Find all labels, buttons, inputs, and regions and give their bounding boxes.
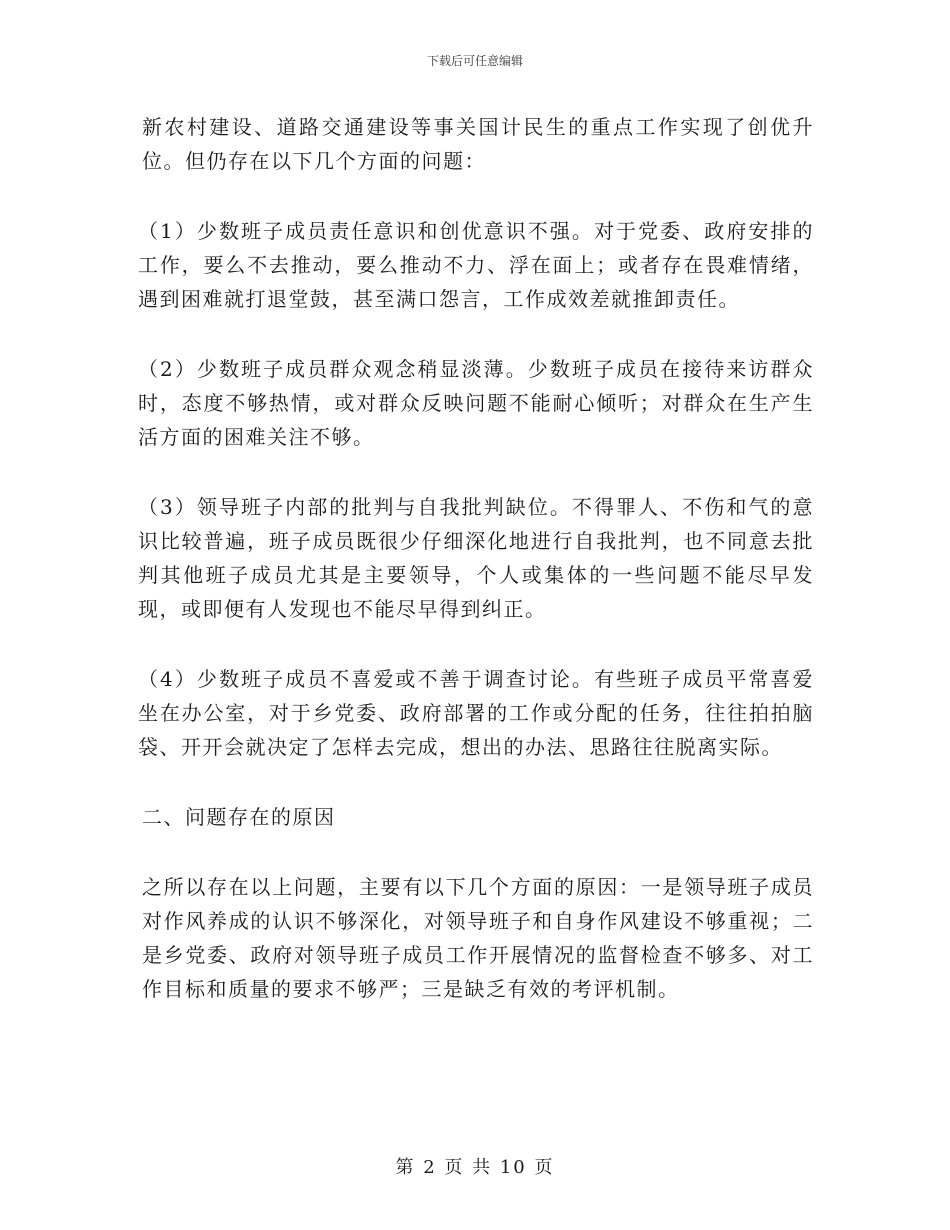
document-body <box>138 110 814 1042</box>
paragraph-intro-continuation: 新农村建设、道路交通建设等事关国计民生的重点工作实现了创优升位。但仍存在以下几个方面的问题： <box>142 115 814 173</box>
section-heading-causes: 二、问题存在的原因 <box>142 805 336 829</box>
paragraph-causes: 之所以存在以上问题，主要有以下几个方面的原因：一是领导班子成员对作风养成的认识不够深化，对领导班子和自身作风建设不够重视；二是乡党委、政府对领导班子成员工作开展情况的监督检查不够多、对工作目标和质量的要求不够严；三是缺乏有效的考评机制。 <box>142 875 814 1001</box>
paragraph-issue-1: （1）少数班子成员责任意识和创优意识不强。对于党委、政府安排的工作，要么不去推动，要么推动不力、浮在面上；或者存在畏难情绪，遇到困难就打退堂鼓，甚至满口怨言，工作成效差就推卸责任。 <box>138 219 814 311</box>
page-header-note: 下载后可任意编辑 <box>426 54 523 68</box>
paragraph-issue-2: （2）少数班子成员群众观念稍显淡薄。少数班子成员在接待来访群众时，态度不够热情，或对群众反映问题不能耐心倾听；对群众在生产生活方面的困难关注不够。 <box>138 357 814 449</box>
paragraph-issue-3: （3）领导班子内部的批判与自我批判缺位。不得罪人、不伤和气的意识比较普遍，班子成员既很少仔细深化地进行自我批判，也不同意去批判其他班子成员尤其是主要领导，个人或集体的一些问题不能尽早发现，或即便有人发现也不能尽早得到纠正。 <box>138 495 814 621</box>
paragraph-issue-4: （4）少数班子成员不喜爱或不善于调查讨论。有些班子成员平常喜爱坐在办公室，对于乡党委、政府部署的工作或分配的任务，往往拍拍脑袋、开开会就决定了怎样去完成，想出的办法、思路往往脱离实际。 <box>138 667 814 759</box>
page-number-footer: 第 2 页 共 10 页 <box>395 1157 555 1178</box>
